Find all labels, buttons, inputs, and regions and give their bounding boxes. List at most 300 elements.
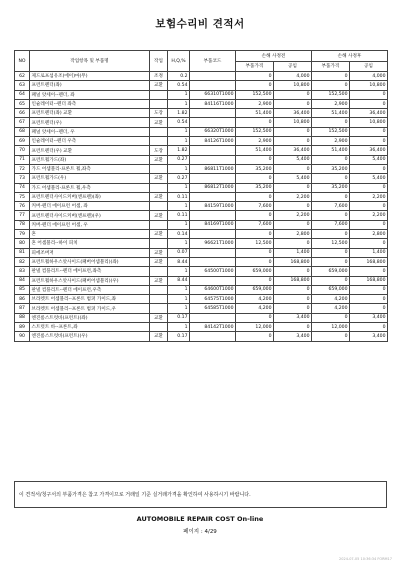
table-row <box>15 267 388 276</box>
row-hq: 1 <box>168 295 190 304</box>
row-labor-after: 0 <box>350 285 388 294</box>
row-no: 86 <box>15 295 30 304</box>
row-item: 프런트휠가드(우) <box>30 174 150 183</box>
row-price-after: 7,600 <box>312 220 350 229</box>
row-no: 78 <box>15 220 30 229</box>
row-labor-after: 2,200 <box>350 192 388 201</box>
row-item: 프런트펜더(우) 교환 <box>30 146 150 155</box>
row-hq: 0.17 <box>168 332 190 341</box>
row-labor-before: 36,400 <box>274 109 312 118</box>
row-part-code: 86811T1000 <box>190 164 236 173</box>
row-labor-before: 36,400 <box>274 146 312 155</box>
row-price-after: 0 <box>312 257 350 266</box>
row-no: 75 <box>15 192 30 201</box>
row-labor-after: 0 <box>350 99 388 108</box>
row-part-code: 64575T1000 <box>190 295 236 304</box>
row-price-before: 0 <box>236 313 274 322</box>
row-work: 조정 <box>150 72 168 81</box>
row-labor-before: 1,400 <box>274 248 312 257</box>
row-item: 프런트휠하우스앗사이드(패버어셈블리)(우) <box>30 276 150 285</box>
row-price-before: 0 <box>236 276 274 285</box>
table-row <box>15 81 388 90</box>
row-labor-after: 168,800 <box>350 257 388 266</box>
row-item: 피에조버저 <box>30 248 150 257</box>
row-price-after: 2,900 <box>312 137 350 146</box>
row-work <box>150 202 168 211</box>
row-part-code: 84126T1000 <box>190 137 236 146</box>
row-part-code <box>190 192 236 201</box>
row-work <box>150 99 168 108</box>
table-row <box>15 174 388 183</box>
table-row <box>15 192 388 201</box>
row-hq: 0.54 <box>168 81 190 90</box>
row-no: 79 <box>15 230 30 239</box>
header-part-code: 부품코드 <box>190 51 236 72</box>
row-labor-before: 2,200 <box>274 211 312 220</box>
row-price-before: 0 <box>236 72 274 81</box>
row-work <box>150 164 168 173</box>
row-item: 혼 어셈블리--하이 피치 <box>30 239 150 248</box>
row-item: 인슐레이터--펜더 우측 <box>30 137 150 146</box>
row-labor-before: 4,000 <box>274 72 312 81</box>
row-price-after: 152,500 <box>312 127 350 136</box>
table-row <box>15 276 388 285</box>
row-hq: 0.14 <box>168 230 190 239</box>
row-item: 프런트펜더사이드커버(앤프렌)(좌) <box>30 192 150 201</box>
header-item: 작업항목 및 부품명 <box>30 51 150 72</box>
row-hq: 0.11 <box>168 192 190 201</box>
row-item: 프런트펜더사이드커버(앤프렌)(우) <box>30 211 150 220</box>
table-row <box>15 230 388 239</box>
row-work <box>150 220 168 229</box>
header-no: NO <box>15 51 30 72</box>
row-no: 70 <box>15 146 30 155</box>
row-no: 73 <box>15 174 30 183</box>
row-labor-after: 0 <box>350 183 388 192</box>
row-work <box>150 304 168 313</box>
row-hq: 0.54 <box>168 118 190 127</box>
row-price-before: 35,200 <box>236 183 274 192</box>
row-hq: 1 <box>168 285 190 294</box>
row-labor-after: 10,800 <box>350 81 388 90</box>
row-no: 72 <box>15 164 30 173</box>
row-part-code <box>190 313 236 322</box>
row-no: 68 <box>15 127 30 136</box>
row-part-code: 66320T1000 <box>190 127 236 136</box>
row-no: 67 <box>15 118 30 127</box>
row-work: 교환 <box>150 248 168 257</box>
row-price-after: 12,000 <box>312 323 350 332</box>
row-work <box>150 90 168 99</box>
row-work <box>150 323 168 332</box>
table-row <box>15 183 388 192</box>
row-price-after: 152,500 <box>312 90 350 99</box>
row-no: 83 <box>15 267 30 276</box>
row-price-before: 659,000 <box>236 285 274 294</box>
row-part-code: 84142T1000 <box>190 323 236 332</box>
row-labor-before: 0 <box>274 164 312 173</box>
row-price-before: 0 <box>236 174 274 183</box>
row-work <box>150 239 168 248</box>
row-hq: 1.82 <box>168 109 190 118</box>
row-labor-after: 168,800 <box>350 276 388 285</box>
row-labor-after: 0 <box>350 202 388 211</box>
row-item: 커버-펜더 에이프런 어셈, 우 <box>30 220 150 229</box>
table-row <box>15 99 388 108</box>
row-item: 프런트휠하우스앗사이드(패버어셈블리)(좌) <box>30 257 150 266</box>
table-row <box>15 313 388 322</box>
row-item: 인슐레이터--펜더 좌측 <box>30 99 150 108</box>
row-labor-before: 0 <box>274 127 312 136</box>
row-labor-before: 168,800 <box>274 276 312 285</box>
row-price-before: 0 <box>236 192 274 201</box>
row-price-before: 2,900 <box>236 99 274 108</box>
row-price-after: 12,500 <box>312 239 350 248</box>
row-item: 프런트펜더(좌) 교환 <box>30 109 150 118</box>
row-labor-before: 10,800 <box>274 81 312 90</box>
row-labor-before: 0 <box>274 239 312 248</box>
table-row <box>15 118 388 127</box>
row-price-before: 659,000 <box>236 267 274 276</box>
row-work: 교환 <box>150 313 168 322</box>
row-hq: 1 <box>168 220 190 229</box>
row-no: 87 <box>15 304 30 313</box>
row-labor-after: 2,800 <box>350 230 388 239</box>
table-row <box>15 164 388 173</box>
row-part-code <box>190 174 236 183</box>
row-labor-before: 3,400 <box>274 332 312 341</box>
row-labor-before: 0 <box>274 285 312 294</box>
row-work <box>150 285 168 294</box>
table-row <box>15 304 388 313</box>
row-hq: 1 <box>168 239 190 248</box>
table-row <box>15 220 388 229</box>
row-no: 85 <box>15 285 30 294</box>
row-labor-before: 0 <box>274 323 312 332</box>
row-part-code <box>190 72 236 81</box>
row-price-after: 51,400 <box>312 109 350 118</box>
row-price-after: 35,200 <box>312 164 350 173</box>
header-before: 손해 사정전 <box>236 51 312 62</box>
table-row <box>15 127 388 136</box>
row-hq: 1 <box>168 127 190 136</box>
estimate-table <box>14 50 388 342</box>
row-no: 82 <box>15 257 30 266</box>
row-work: 교환 <box>150 155 168 164</box>
row-labor-before: 168,800 <box>274 257 312 266</box>
row-work: 교환 <box>150 192 168 201</box>
row-price-before: 152,500 <box>236 127 274 136</box>
row-price-after: 659,000 <box>312 285 350 294</box>
row-item: 가드 어셈블리-프론트 휠,우측 <box>30 183 150 192</box>
row-item: 판넬 컴플리트--펜더 에이프런,우측 <box>30 285 150 294</box>
row-labor-before: 2,800 <box>274 230 312 239</box>
row-item: 커버-펜더 에이프런 어셈, 좌 <box>30 202 150 211</box>
row-labor-before: 5,400 <box>274 174 312 183</box>
footer-title: AUTOMOBILE REPAIR COST On-line <box>136 515 264 523</box>
row-no: 88 <box>15 313 30 322</box>
row-part-code <box>190 109 236 118</box>
row-labor-after: 0 <box>350 267 388 276</box>
row-work: 교환 <box>150 257 168 266</box>
row-labor-before: 0 <box>274 304 312 313</box>
row-price-after: 7,600 <box>312 202 350 211</box>
row-labor-after: 0 <box>350 239 388 248</box>
row-hq: 0.27 <box>168 174 190 183</box>
row-item: 프런트펜더(우) <box>30 118 150 127</box>
row-no: 76 <box>15 202 30 211</box>
row-price-after: 0 <box>312 72 350 81</box>
header-work: 작업 <box>150 51 168 72</box>
row-price-after: 0 <box>312 230 350 239</box>
row-labor-before: 0 <box>274 202 312 211</box>
row-hq: 1 <box>168 137 190 146</box>
table-body <box>15 72 388 342</box>
row-labor-after: 5,400 <box>350 155 388 164</box>
row-labor-before: 10,800 <box>274 118 312 127</box>
row-price-before: 0 <box>236 211 274 220</box>
row-price-after: 0 <box>312 192 350 201</box>
row-price-before: 0 <box>236 155 274 164</box>
row-price-before: 12,000 <box>236 323 274 332</box>
table-row <box>15 155 388 164</box>
table-row <box>15 211 388 220</box>
row-price-before: 7,600 <box>236 202 274 211</box>
row-hq: 1 <box>168 267 190 276</box>
row-part-code <box>190 230 236 239</box>
row-part-code <box>190 81 236 90</box>
page-number: 페이지 : 4/29 <box>183 529 217 535</box>
row-no: 69 <box>15 137 30 146</box>
row-labor-before: 0 <box>274 183 312 192</box>
row-item: 브라켓트 어셈블리--프론트 범퍼 가이드,우 <box>30 304 150 313</box>
row-item: 패널 앗세이--펜더, 우 <box>30 127 150 136</box>
row-no: 65 <box>15 99 30 108</box>
row-price-after: 0 <box>312 248 350 257</box>
row-hq: 0.2 <box>168 72 190 81</box>
row-price-after: 35,200 <box>312 183 350 192</box>
row-item: 혼 <box>30 230 150 239</box>
row-price-before: 0 <box>236 81 274 90</box>
row-hq: 0.11 <box>168 211 190 220</box>
table-row <box>15 137 388 146</box>
row-price-before: 0 <box>236 257 274 266</box>
row-item: 판넬 컴플리트--펜더 에이프런,좌측 <box>30 267 150 276</box>
row-labor-before: 3,400 <box>274 313 312 322</box>
table-row <box>15 72 388 81</box>
row-no: 66 <box>15 109 30 118</box>
row-hq: 1 <box>168 323 190 332</box>
row-work <box>150 295 168 304</box>
row-no: 74 <box>15 183 30 192</box>
row-part-code: 84159T1000 <box>190 202 236 211</box>
row-price-after: 0 <box>312 276 350 285</box>
row-hq: 1 <box>168 202 190 211</box>
print-stamp: 2024-07-05 10:36:34 FORM17 <box>339 557 392 561</box>
row-hq: 1 <box>168 164 190 173</box>
row-price-after: 0 <box>312 313 350 322</box>
row-labor-after: 0 <box>350 137 388 146</box>
row-labor-after: 36,400 <box>350 109 388 118</box>
row-price-after: 4,200 <box>312 295 350 304</box>
row-hq: 0.27 <box>168 155 190 164</box>
row-item: 브라켓트 어셈블리--프론트 범퍼 가이드,좌 <box>30 295 150 304</box>
row-price-before: 2,900 <box>236 137 274 146</box>
row-no: 84 <box>15 276 30 285</box>
row-price-before: 4,200 <box>236 295 274 304</box>
row-work: 교환 <box>150 332 168 341</box>
header-labor-before: 공임 <box>274 61 312 72</box>
row-labor-before: 5,400 <box>274 155 312 164</box>
row-item: 스트럿트 바--프론트,좌 <box>30 323 150 332</box>
header-hq: H,Q,% <box>168 51 190 72</box>
table-row <box>15 146 388 155</box>
row-price-after: 2,900 <box>312 99 350 108</box>
row-labor-before: 0 <box>274 267 312 276</box>
row-part-code <box>190 146 236 155</box>
row-price-before: 152,500 <box>236 90 274 99</box>
row-labor-before: 0 <box>274 220 312 229</box>
row-hq: 1 <box>168 90 190 99</box>
row-price-after: 0 <box>312 155 350 164</box>
header-price-after: 부품가격 <box>312 61 350 72</box>
row-no: 64 <box>15 90 30 99</box>
row-work <box>150 183 168 192</box>
row-price-before: 0 <box>236 118 274 127</box>
row-price-before: 51,400 <box>236 109 274 118</box>
row-labor-after: 10,800 <box>350 118 388 127</box>
row-labor-after: 36,400 <box>350 146 388 155</box>
row-labor-after: 2,200 <box>350 211 388 220</box>
row-item: 프런트펜더(좌) <box>30 81 150 90</box>
row-part-code: 64585T1000 <box>190 304 236 313</box>
row-no: 80 <box>15 239 30 248</box>
table-row <box>15 248 388 257</box>
row-hq: 0.07 <box>168 248 190 257</box>
row-part-code: 84116T1000 <box>190 99 236 108</box>
row-part-code: 96621T1000 <box>190 239 236 248</box>
row-no: 62 <box>15 72 30 81</box>
row-item: 제드로프섬유조(에이)마(무) <box>30 72 150 81</box>
table-row <box>15 202 388 211</box>
row-labor-after: 0 <box>350 127 388 136</box>
row-work: 도장 <box>150 109 168 118</box>
row-labor-before: 0 <box>274 99 312 108</box>
row-labor-after: 4,000 <box>350 72 388 81</box>
row-labor-after: 0 <box>350 323 388 332</box>
header-after: 손해 사정후 <box>312 51 388 62</box>
row-labor-before: 0 <box>274 90 312 99</box>
table-row <box>15 323 388 332</box>
row-work <box>150 127 168 136</box>
table-row <box>15 285 388 294</box>
row-price-after: 51,400 <box>312 146 350 155</box>
row-item: 패널 앗세이--펜더, 좌 <box>30 90 150 99</box>
row-labor-before: 0 <box>274 295 312 304</box>
table-row <box>15 332 388 341</box>
row-price-after: 0 <box>312 211 350 220</box>
row-work: 도장 <box>150 146 168 155</box>
table-row <box>15 90 388 99</box>
table-row <box>15 257 388 266</box>
row-labor-after: 0 <box>350 304 388 313</box>
row-price-after: 0 <box>312 174 350 183</box>
row-part-code: 64500T1000 <box>190 267 236 276</box>
table-row <box>15 295 388 304</box>
header-labor-after: 공임 <box>350 61 388 72</box>
row-labor-before: 0 <box>274 137 312 146</box>
row-price-after: 659,000 <box>312 267 350 276</box>
row-price-before: 7,600 <box>236 220 274 229</box>
row-hq: 1 <box>168 99 190 108</box>
row-part-code: 66310T1000 <box>190 90 236 99</box>
row-part-code: 86812T1000 <box>190 183 236 192</box>
row-item: 프런트휠가드(좌) <box>30 155 150 164</box>
row-price-after: 0 <box>312 332 350 341</box>
row-no: 81 <box>15 248 30 257</box>
row-part-code: 84169T1000 <box>190 220 236 229</box>
row-price-before: 0 <box>236 248 274 257</box>
row-price-before: 4,200 <box>236 304 274 313</box>
row-price-before: 35,200 <box>236 164 274 173</box>
row-labor-after: 1,400 <box>350 248 388 257</box>
row-price-before: 0 <box>236 230 274 239</box>
row-price-after: 0 <box>312 118 350 127</box>
footnote: 이 견적서/청구서의 부품가격은 참고 가격이므로 거래일 기준 실거래가격을 확인하여 사용하시기 바랍니다. <box>14 481 387 508</box>
row-part-code <box>190 211 236 220</box>
row-price-after: 0 <box>312 81 350 90</box>
row-labor-after: 3,400 <box>350 332 388 341</box>
row-item: 엔진룸스트럿바(프런트)(좌) <box>30 313 150 322</box>
row-no: 90 <box>15 332 30 341</box>
row-labor-after: 3,400 <box>350 313 388 322</box>
row-work: 교환 <box>150 174 168 183</box>
row-work <box>150 137 168 146</box>
row-labor-after: 0 <box>350 295 388 304</box>
row-hq: 1.82 <box>168 146 190 155</box>
row-labor-after: 0 <box>350 164 388 173</box>
row-work: 교환 <box>150 230 168 239</box>
row-work <box>150 267 168 276</box>
row-work: 교환 <box>150 81 168 90</box>
row-part-code <box>190 248 236 257</box>
row-part-code <box>190 276 236 285</box>
row-item: 가드 어셈블리-프론트 휠,좌측 <box>30 164 150 173</box>
row-work: 교환 <box>150 118 168 127</box>
document-title: 보험수리비 견적서 <box>155 18 245 30</box>
table-row <box>15 239 388 248</box>
row-price-before: 12,500 <box>236 239 274 248</box>
row-labor-before: 2,200 <box>274 192 312 201</box>
row-no: 71 <box>15 155 30 164</box>
row-labor-after: 5,400 <box>350 174 388 183</box>
row-work: 교환 <box>150 276 168 285</box>
row-work: 교환 <box>150 211 168 220</box>
row-price-after: 4,200 <box>312 304 350 313</box>
row-hq: 8.44 <box>168 276 190 285</box>
row-hq: 8.44 <box>168 257 190 266</box>
row-hq: 1 <box>168 183 190 192</box>
row-no: 77 <box>15 211 30 220</box>
row-no: 63 <box>15 81 30 90</box>
row-part-code <box>190 257 236 266</box>
row-labor-after: 0 <box>350 220 388 229</box>
row-price-before: 51,400 <box>236 146 274 155</box>
header-price-before: 부품가격 <box>236 61 274 72</box>
row-labor-after: 0 <box>350 90 388 99</box>
row-no: 89 <box>15 323 30 332</box>
row-part-code <box>190 155 236 164</box>
